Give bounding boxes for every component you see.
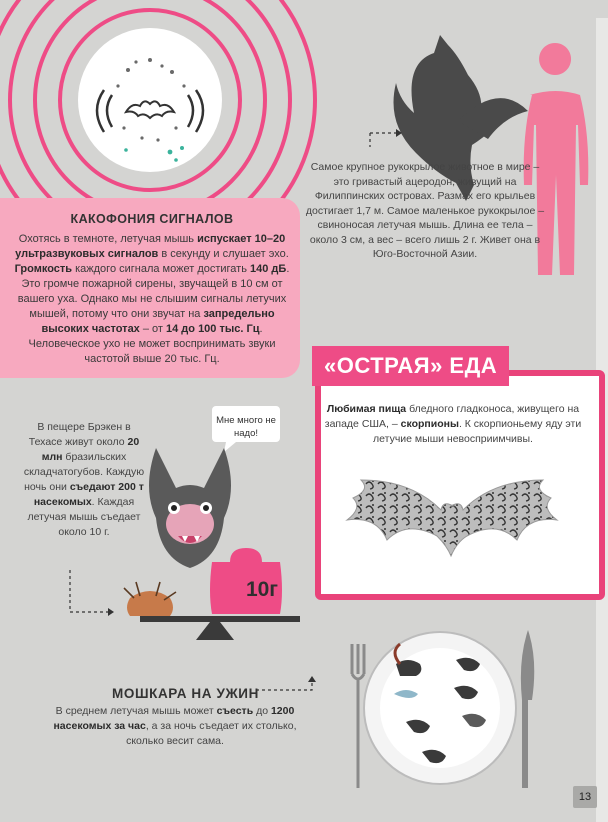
text-span: , а за ночь съедает их столько, сколько весит сама. — [126, 720, 297, 747]
text-span: В среднем летучая мышь может — [55, 705, 217, 717]
cockroach-icon — [127, 591, 173, 616]
gnats-arrow — [254, 676, 324, 696]
bold-span: 1200 насекомых за час — [53, 705, 295, 732]
text-span: В пещере Брэкен в Техасе живут около — [28, 421, 131, 448]
text-span: . Человеческое ухо не может воспринимать звуки частотой выше 20 тыс. Гц. — [28, 323, 276, 365]
plate-scorpions-illustration — [336, 624, 546, 792]
largest-bat-text: Самое крупное рукокрылое животное в мире – это гривастый ацеродон, живущий на Филиппинских островах. Размах его крыльев достигает 1,7 м. Самое маленькое рукокрылое – свиноносая летучая мышь. Длина ее тела – около 3 см, а вес – всего лишь 2 г. Живет она в Юго-Восточной Азии. — [305, 161, 545, 260]
text-span: в секунду и слушает эхо. — [158, 248, 289, 260]
text-span: – от — [139, 323, 167, 335]
page-number: 13 — [573, 786, 597, 808]
text-span: . Это громче пожарной сирены, звучащей в 10 см от вашего уха. Однако мы не слышим сигналы летучих мышей, потому что они звучат на — [17, 263, 290, 320]
spicy-food-title: «ОСТРАЯ» ЕДА — [312, 346, 509, 386]
weight-label: 10г — [245, 578, 279, 601]
knife-icon — [521, 630, 534, 788]
gnats-title: МОШКАРА НА УЖИН — [112, 686, 259, 701]
cacophony-box — [0, 198, 300, 378]
bold-span: 10–20 ультразвуковых сигналов — [15, 233, 286, 260]
bold-span: 14 до 100 тыс. Гц — [166, 323, 260, 335]
text-span: каждого сигнала может достигать — [72, 263, 251, 275]
bold-span: Любимая пища — [326, 403, 407, 415]
bold-span: съесть — [216, 705, 254, 717]
text-span: . Каждая летучая мышь съедает около 10 г. — [27, 496, 141, 538]
gnats-text — [50, 704, 300, 749]
speech-bubble-text: Мне много не надо! — [216, 415, 276, 439]
bold-span: скорпионы — [400, 418, 459, 430]
bold-span: съедают 200 т насекомых — [33, 481, 144, 508]
bold-span: запредельно высоких частотах — [41, 308, 275, 335]
text-span: Охотясь в темноте, летучая мышь — [18, 233, 198, 245]
bat-scales-illustration — [60, 438, 320, 648]
cacophony-text — [10, 232, 294, 367]
bold-span: 20 млн — [41, 436, 140, 463]
fork-icon — [352, 644, 364, 788]
bold-span: испускает — [197, 233, 252, 245]
text-span: . К скорпионьему яду эти летучие мыши невосприимчивы. — [373, 418, 582, 445]
spicy-food-text — [318, 402, 588, 447]
bold-span: 140 дБ — [250, 263, 287, 275]
text-span: бледного гладконоса, живущего на западе США, – — [324, 403, 580, 430]
page-top-edge — [460, 0, 608, 18]
patterned-bat-illustration — [328, 466, 578, 566]
bold-span: Громкость — [14, 263, 73, 275]
text-span: до — [253, 705, 271, 717]
cacophony-title: КАКОФОНИЯ СИГНАЛОВ — [70, 212, 234, 226]
text-span: бразильских складчатогубов. Каждую ночь они — [23, 451, 145, 493]
